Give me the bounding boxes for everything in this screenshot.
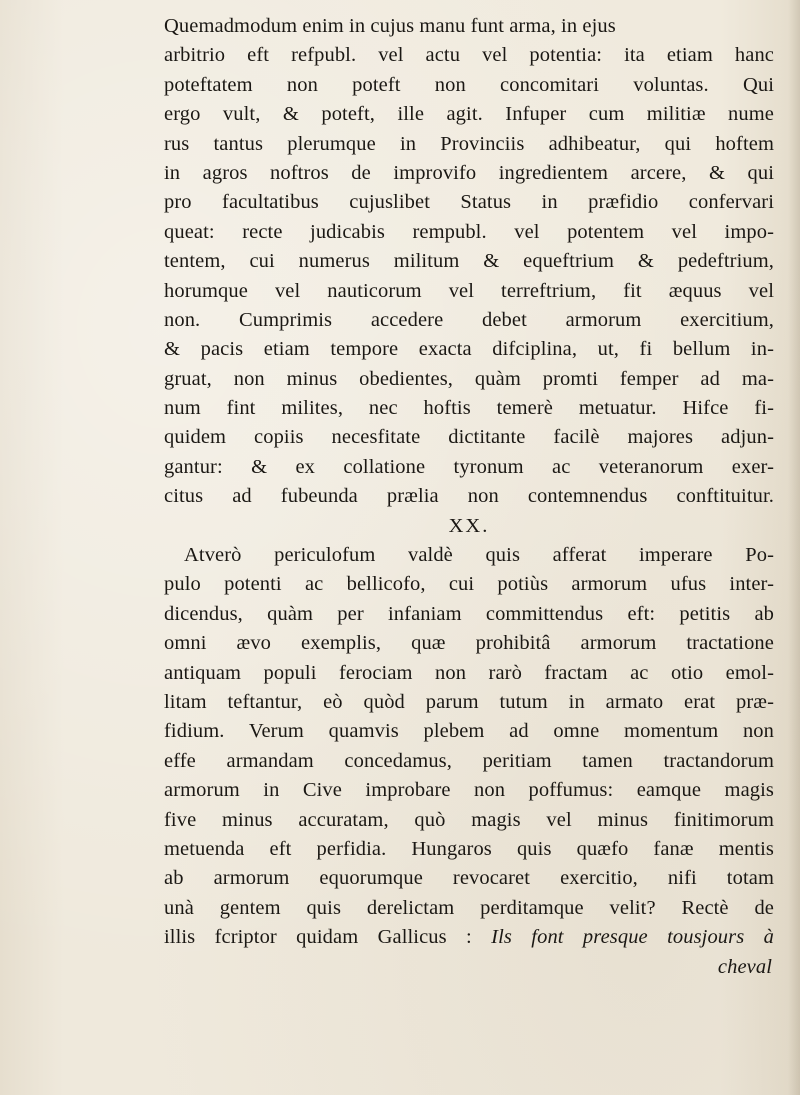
text-line: queat: recte judicabis rempubl. vel potentem vel impo- bbox=[164, 220, 774, 243]
text-line: rus tantus plerumque in Provinciis adhibeatur, qui hoftem bbox=[164, 132, 774, 155]
text-line: antiquam populi ferociam non rarò fractam ac otio emol- bbox=[164, 661, 774, 684]
text-line: citus ad fubeunda prælia non contemnendus conftituitur. bbox=[164, 485, 774, 508]
text-line: pulo potenti ac bellicofo, cui potiùs armorum ufus inter- bbox=[164, 573, 774, 596]
text-line-last bbox=[164, 923, 774, 952]
text-line: poteftatem non poteft non concomitari voluntas. Qui bbox=[164, 73, 774, 96]
text-line: & pacis etiam tempore exacta difciplina, ut, fi bellum in- bbox=[164, 338, 774, 361]
text-line: Quemadmodum enim in cujus manu funt arma, in ejus bbox=[164, 15, 616, 37]
text-line: gruat, non minus obedientes, quàm promti femper ad ma- bbox=[164, 367, 774, 390]
text-line: quidem copiis necesfitate dictitante facilè majores adjun- bbox=[164, 426, 774, 449]
text-line: ergo vult, & poteft, ille agit. Infuper cum militiæ nume bbox=[164, 103, 774, 126]
text-line: arbitrio eft refpubl. vel actu vel potentia: ita etiam hanc bbox=[164, 44, 774, 67]
text-line: armorum in Cive improbare non poffumus: eamque magis bbox=[164, 779, 774, 802]
text-line: pro facultatibus cujuslibet Status in præfidio confervari bbox=[164, 191, 774, 214]
text-line: five minus accuratam, quò magis vel minus finitimorum bbox=[164, 808, 774, 831]
text-line: fidium. Verum quamvis plebem ad omne momentum non bbox=[164, 720, 774, 743]
catchword: cheval bbox=[717, 955, 772, 978]
section-number: XX. bbox=[448, 514, 490, 537]
text-line: unà gentem quis derelictam perditamque velit? Rectè de bbox=[164, 896, 774, 919]
text-line: omni ævo exemplis, quæ prohibitâ armorum tractatione bbox=[164, 632, 774, 655]
text-line: num fint milites, nec hoftis temerè metuatur. Hifce fi- bbox=[164, 397, 774, 420]
text-line: in agros noftros de improvifo ingredientem arcere, & qui bbox=[164, 161, 774, 184]
last-line-start: illis fcriptor quidam Gallicus : bbox=[164, 926, 472, 949]
text-line: horumque vel nauticorum vel terreftrium, fit æquus vel bbox=[164, 279, 774, 302]
text-line: ab armorum equorumque revocaret exercitio, nifi totam bbox=[164, 867, 774, 890]
text-line: dicendus, quàm per infaniam committendus eft: petitis ab bbox=[164, 602, 774, 625]
text-line: litam teftantur, eò quòd parum tutum in armato erat præ- bbox=[164, 690, 774, 713]
text-line: gantur: & ex collatione tyronum ac veteranorum exer- bbox=[164, 455, 774, 478]
text-line: non. Cumprimis accedere debet armorum exercitium, bbox=[164, 308, 774, 331]
text-line: tentem, cui numerus militum & equeftrium & pedeftrium, bbox=[164, 250, 774, 273]
text-line: metuenda eft perfidia. Hungaros quis quæfo fanæ mentis bbox=[164, 837, 774, 860]
page-text bbox=[164, 12, 774, 982]
french-quote: Ils font presque tousjours à bbox=[491, 926, 774, 949]
page-edge-shadow bbox=[788, 0, 800, 1095]
text-line: effe armandam concedamus, peritiam tamen tractandorum bbox=[164, 749, 774, 772]
text-line: Atverò periculofum valdè quis afferat imperare Po- bbox=[184, 544, 774, 567]
